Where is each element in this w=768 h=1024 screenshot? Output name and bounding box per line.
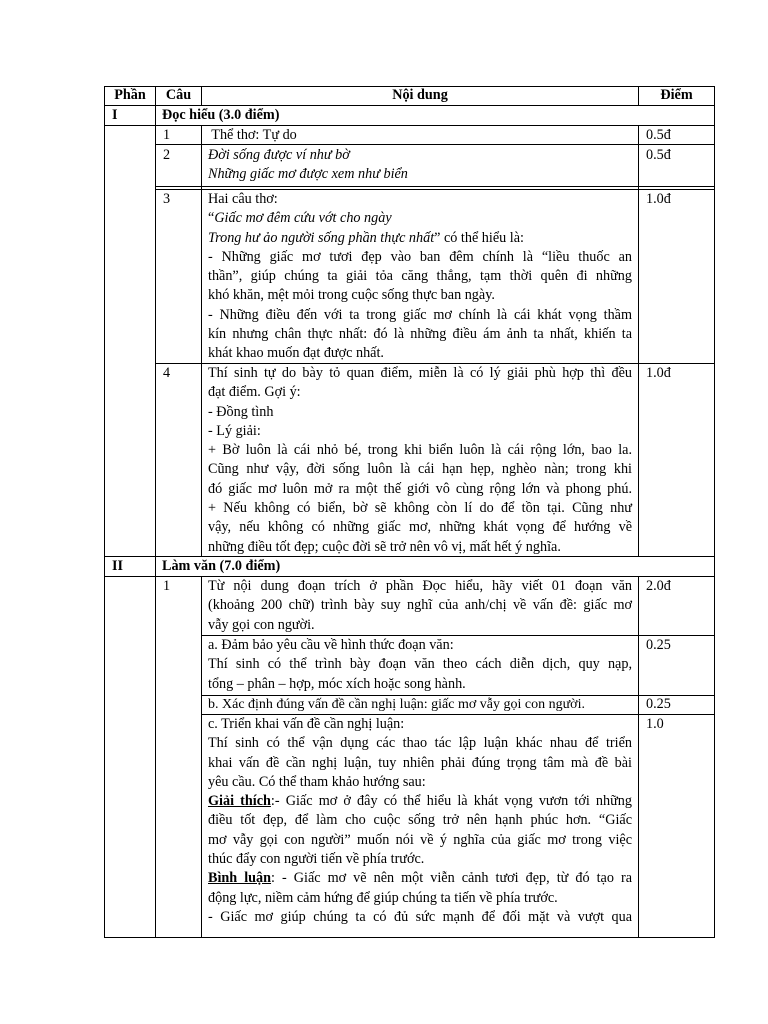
criterion-c-line: yêu cầu. Có thể tham khảo hướng sau: [208,773,426,790]
q4-content [208,364,632,557]
header-cau: Câu [165,87,192,103]
q4-line: vậy, nếu không có những giấc mơ, những khát vọng để hướng về [208,519,632,536]
q4-line: Cũng như vậy, đời sống luôn là cái hạn hẹp, nghèo nàn; trong khi [208,461,632,478]
q4-line: đó giấc mơ luôn mở ra một thế giới vô cùng rộng lớn và phong phú. [208,480,632,497]
q3-line [208,209,632,228]
criterion-c-line: - Giấc mơ giúp chúng ta có đủ sức mạnh để đối mặt và vượt qua [208,908,632,925]
q2-score: 0.5đ [646,147,671,163]
criterion-a-line: Thí sinh có thể trình bày đoạn văn theo cách diễn dịch, quy nạp, [208,656,632,673]
criterion-c-line: động lực, niềm cảm hứng để giúp chúng ta tiến về phía trước. [208,889,558,906]
criterion-a [208,636,632,694]
col-rule [638,125,639,557]
criterion-a-line: a. Đảm bảo yêu cầu về hình thức đoạn văn: [208,637,454,653]
q1-content: Thể thơ: Tự do [208,127,297,143]
q3-line [208,229,632,248]
q4-line: + Bờ luôn là cái nhỏ bé, trong khi biển luôn là cái rộng lớn, bao la. [208,442,632,459]
criterion-c-line: thúc đẩy con người tiến về phía trước. [208,851,425,868]
binh-luan-text: : - Giấc mơ vẽ nên một viễn cảnh tươi đẹp, từ đó tạo ra [271,870,632,887]
q3-content [208,190,632,364]
poem-line-1: Giấc mơ đêm cứu vớt cho ngày [214,210,392,227]
q3-line: khó khăn, mệt mỏi trong cuộc sống thực ban ngày. [208,287,495,304]
q3-line: Hai câu thơ: [208,191,278,207]
essay-number: 1 [163,578,171,594]
q3-number: 3 [163,191,171,207]
essay-score: 2.0đ [646,578,671,594]
criterion-a-line: tổng – phân – hợp, móc xích hoặc song hành. [208,675,466,692]
table-border-bottom [104,937,715,938]
giai-thich-text: :- Giấc mơ ở đây có thể hiểu là khát vọng vươn tới những [270,793,632,810]
criterion-c-line: Thí sinh có thể vận dụng các thao tác lập luận khác nhau để triển [208,735,632,752]
giai-thich-label: Giải thích [208,793,271,810]
criterion-b: b. Xác định đúng vấn đề cần nghị luận: giấc mơ vẫy gọi con người. [208,697,585,712]
col-rule [638,576,639,938]
q4-line: - Đồng tình [208,403,274,420]
poem-line-2: Trong hư ảo người sống phần thực nhất [208,229,435,246]
row-rule [155,186,715,187]
col-rule [201,576,202,938]
essay-line: (khoảng 200 chữ) trình bày suy nghĩ của anh/chị về vấn đề: giấc mơ [208,597,632,614]
criterion-c-score: 1.0 [646,716,664,732]
essay-prompt [208,577,632,635]
q4-score: 1.0đ [646,365,671,381]
section-2-roman: II [112,558,124,574]
essay-line: vẫy gọi con người. [208,616,315,633]
q1-score: 0.5đ [646,127,671,143]
table-border-left [104,86,105,938]
q3-line: thần”, giúp chúng ta giải tỏa căng thẳng, tạm thời quên đi những [208,268,632,285]
q3-line: khát khao muốn đạt được nhất. [208,345,384,362]
open-quote: “ [208,210,215,227]
binh-luan-label: Bình luận [208,870,272,887]
criterion-c-line [208,792,632,811]
criterion-c-line: mơ vẫy gọi con người” muốn nói về ý nghĩa của giấc mơ trong việc [208,831,632,848]
essay-line: Từ nội dung đoạn trích ở phần Đọc hiểu, hãy viết 01 đoạn văn [208,578,632,594]
q1-number: 1 [163,127,171,143]
criterion-c-line: c. Triển khai vấn đề cần nghị luận: [208,716,405,732]
criterion-b-score: 0.25 [646,696,671,712]
col-rule [155,86,156,938]
header-diem: Điểm [660,87,693,103]
q2-line: Những giấc mơ được xem như biển [208,166,408,183]
header-noi-dung: Nội dung [392,87,448,103]
section-1-title: Đọc hiểu (3.0 điểm) [162,107,280,123]
q4-line: những điều tốt đẹp; cuộc đời sẽ trở nên vô vị, mất hết ý nghĩa. [208,538,561,555]
criterion-c-line: khai vấn đề cần nghị luận, tuy nhiên phải đúng trọng tâm mà đề bài [208,754,632,771]
criterion-a-score: 0.25 [646,637,671,653]
q4-line: Thí sinh tự do bày tỏ quan điểm, miễn là có lý giải phù hợp thì đều [208,365,632,381]
criterion-c-line [208,869,632,888]
q2-content [208,146,632,185]
section-1-roman: I [112,107,118,123]
q3-line: kín nhưng chân thực nhất: đó là những điều ám ảnh ta nhất, khiến ta [208,326,632,343]
q2-number: 2 [163,147,171,163]
q2-line: Đời sống được ví như bờ [208,147,350,163]
q3-line: - Những giấc mơ tươi đẹp vào ban đêm chính là “liều thuốc an [208,248,632,265]
q3-score: 1.0đ [646,191,671,207]
section-2-title: Làm văn (7.0 điểm) [162,558,281,574]
q3-line: - Những điều đến với ta trong giấc mơ chính là cái khát vọng thầm [208,306,632,323]
col-rule [201,125,202,557]
header-phan: Phần [114,87,146,103]
q4-number: 4 [163,365,171,381]
q4-line: - Lý giải: [208,422,261,439]
criterion-c-line: điều tốt đẹp, để làm cho cuộc sống trở nên hạnh phúc hơn. “Giấc [208,812,632,829]
criterion-c [208,715,632,927]
q4-line: + Nếu không có biển, bờ sẽ không còn lí do để tồn tại. Cũng như [208,500,632,517]
poem-line-2-tail: ” có thể hiểu là: [434,229,524,246]
table-border-right [714,86,715,938]
q4-line: đạt điểm. Gợi ý: [208,384,301,401]
